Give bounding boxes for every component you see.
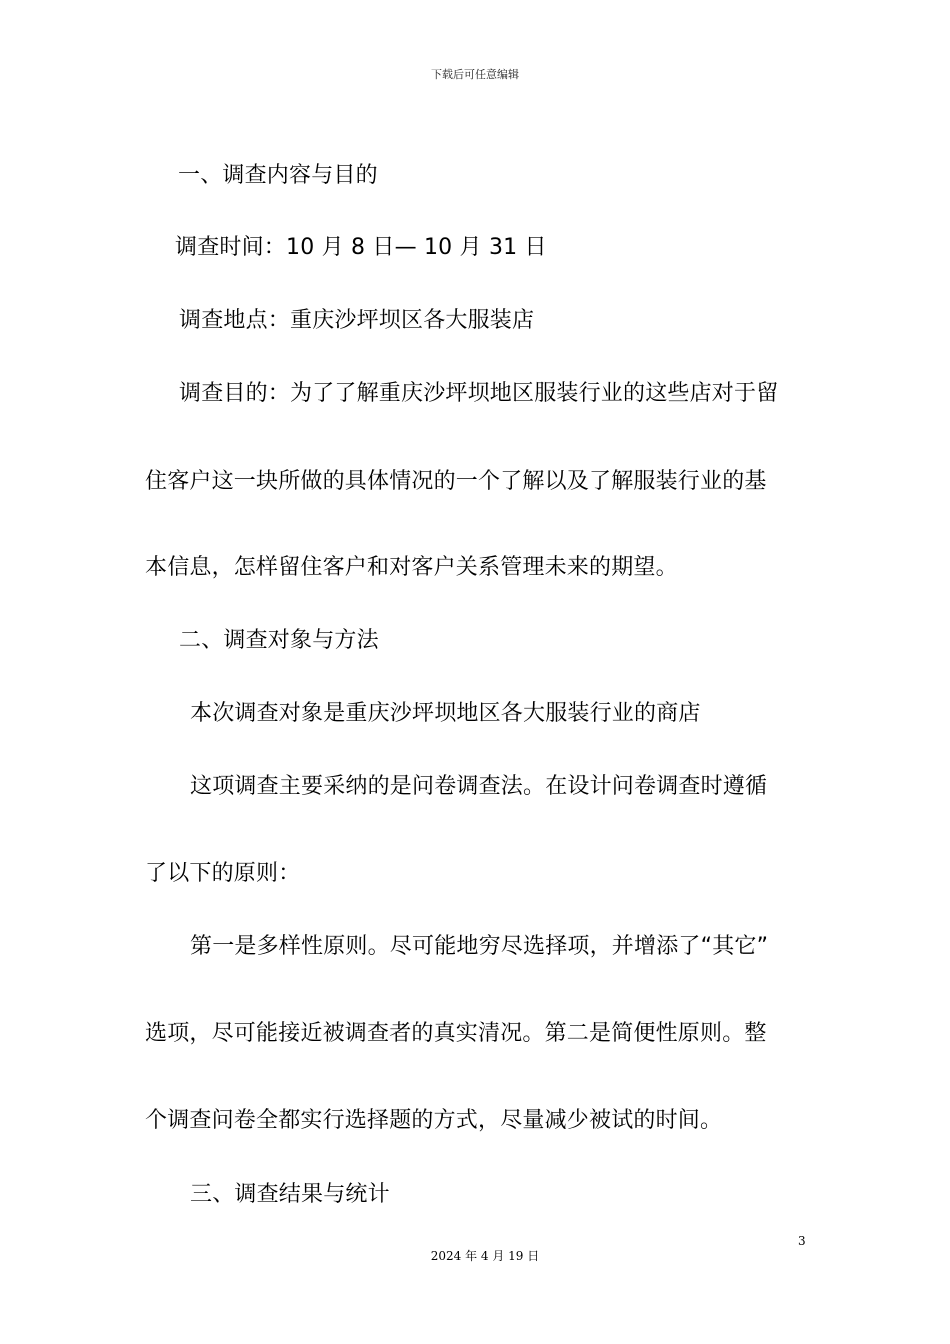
- page-number: 3: [798, 1234, 806, 1248]
- principle-line-3: 个调查问卷全都实行选择题的方式，尽量减少被试的时间。: [145, 1108, 723, 1133]
- section-heading-2: 二、调查对象与方法: [179, 628, 379, 653]
- page-header: 下载后可任意编辑: [431, 68, 519, 81]
- survey-purpose-line-3: 本信息，怎样留住客户和对客户关系管理未来的期望。: [145, 555, 678, 580]
- survey-location: 调查地点：重庆沙坪坝区各大服装店: [179, 308, 535, 333]
- survey-method-line-1: 这项调查主要采纳的是问卷调查法。在设计问卷调查时遵循: [190, 774, 768, 799]
- survey-purpose-line-2: 住客户这一块所做的具体情况的一个了解以及了解服装行业的基: [145, 469, 767, 494]
- survey-target: 本次调查对象是重庆沙坪坝地区各大服装行业的商店: [190, 701, 701, 726]
- section-heading-3: 三、调查结果与统计: [190, 1182, 390, 1207]
- section-heading-1: 一、调查内容与目的: [178, 163, 378, 188]
- survey-purpose-line-1: 调查目的：为了了解重庆沙坪坝地区服装行业的这些店对于留: [179, 381, 779, 406]
- survey-method-line-2: 了以下的原则：: [145, 861, 301, 886]
- footer-date: 2024 年 4 月 19 日: [430, 1249, 540, 1263]
- principle-line-1: 第一是多样性原则。尽可能地穷尽选择项，并增添了“其它”: [190, 934, 769, 959]
- principle-line-2: 选项，尽可能接近被调查者的真实清况。第二是简便性原则。整: [145, 1021, 767, 1046]
- survey-time: 调查时间：10 月 8 日— 10 月 31 日: [175, 235, 547, 260]
